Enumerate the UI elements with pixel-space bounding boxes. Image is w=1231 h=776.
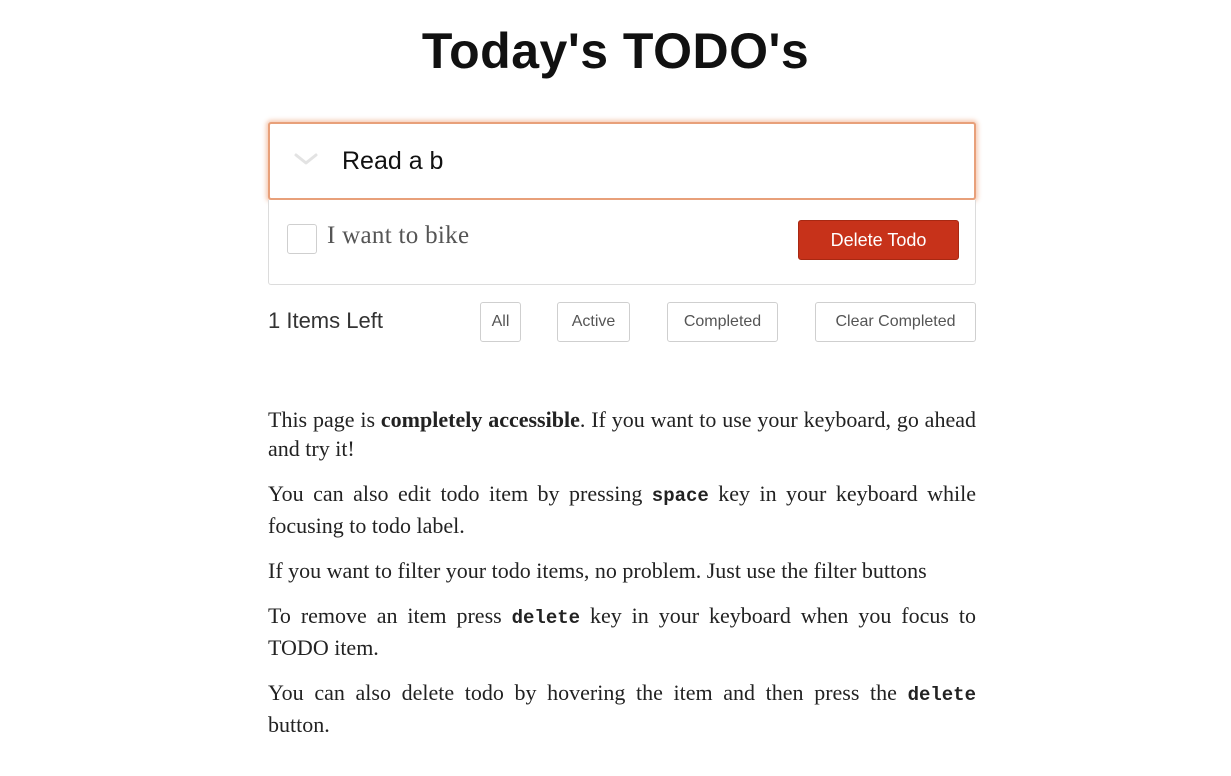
info-paragraph: This page is completely accessible. If you want to use your keyboard, go ahead and try it! (268, 407, 976, 461)
new-todo-box (268, 122, 976, 200)
info-paragraph: To remove an item press delete key in your keyboard when you focus to TODO item. (268, 603, 976, 660)
page-title: Today's TODO's (421, 23, 810, 79)
clear-completed-button[interactable]: Clear Completed (815, 302, 976, 342)
toggle-all-button[interactable] (270, 124, 342, 198)
info-paragraph: If you want to filter your todo items, no problem. Just use the filter buttons (268, 558, 927, 583)
info-section (268, 405, 976, 755)
filter-completed-button[interactable]: Completed (667, 302, 778, 342)
info-paragraph: You can also delete todo by hovering the item and then press the delete button. (268, 680, 976, 737)
delete-todo-button[interactable]: Delete Todo (798, 220, 959, 260)
todo-list (268, 200, 976, 285)
key-code: space (651, 485, 709, 507)
chevron-down-icon (293, 152, 319, 171)
todo-item[interactable] (269, 200, 975, 284)
todo-footer (268, 302, 976, 344)
key-code: delete (907, 684, 976, 706)
todo-checkbox[interactable] (287, 224, 317, 254)
filter-active-button[interactable]: Active (557, 302, 630, 342)
info-paragraph: You can also edit todo item by pressing space key in your keyboard while focusing to todo label. (268, 481, 977, 538)
items-left-count: 1 Items Left (268, 308, 383, 333)
key-code: delete (511, 607, 581, 629)
todo-label[interactable]: I want to bike (327, 222, 470, 249)
filter-all-button[interactable]: All (480, 302, 521, 342)
new-todo-input[interactable] (342, 141, 974, 181)
info-emphasis: completely accessible (380, 407, 580, 432)
